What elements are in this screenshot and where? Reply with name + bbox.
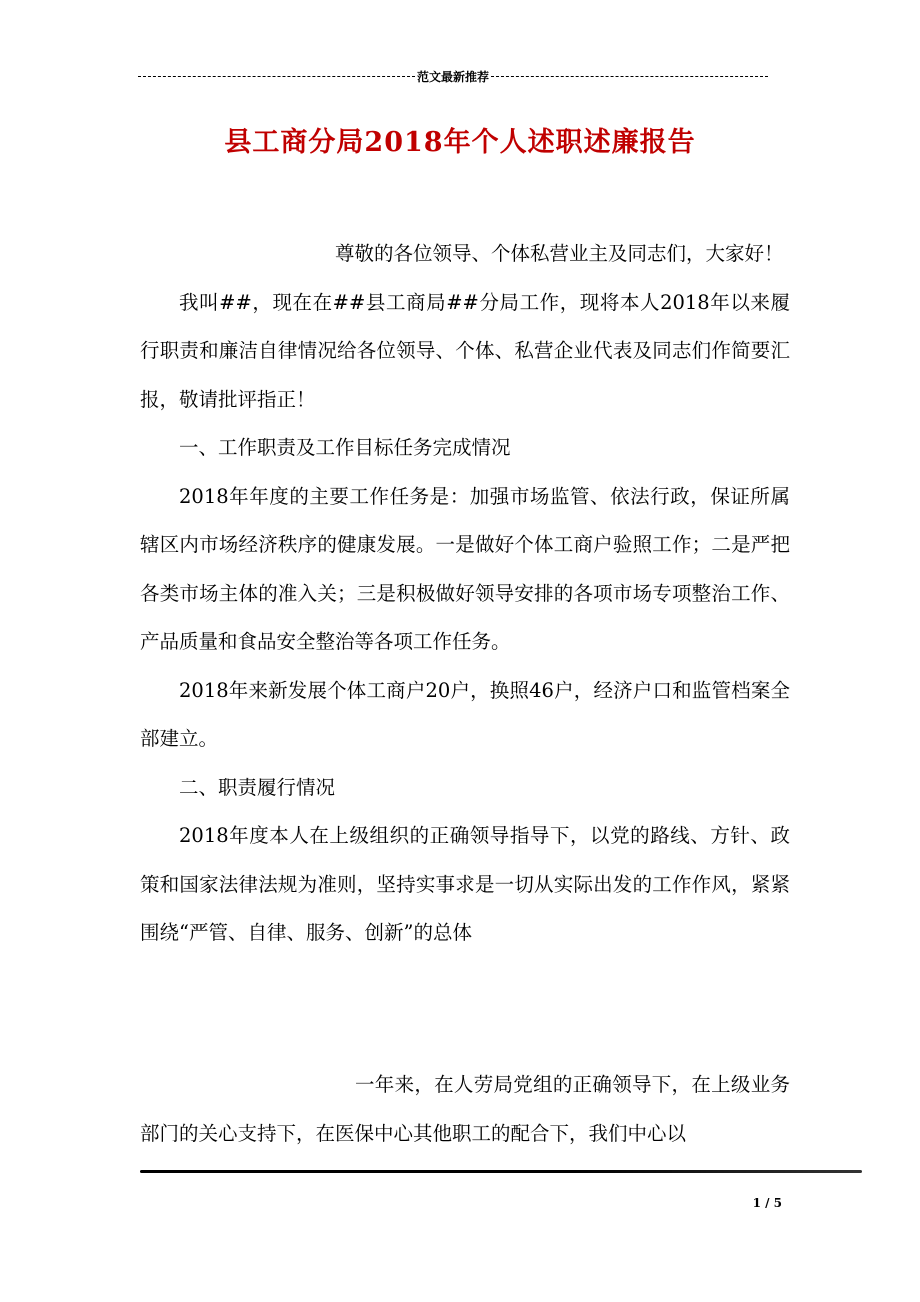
intro-paragraph: 我叫##，现在在##县工商局##分局工作，现将本人2018年以来履行职责和廉洁自律情况给各位领导、个体、私营企业代表及同志们作简要汇报，敬请批评指正！ — [140, 290, 790, 411]
footer-rule — [140, 1170, 862, 1173]
header-label: 范文最新推荐 — [417, 70, 490, 84]
section-heading-2: 二、职责履行情况 — [179, 775, 336, 799]
document-body — [140, 230, 790, 958]
header-dash-right — [491, 76, 768, 77]
duties-paragraph: 2018年度本人在上级组织的正确领导指导下，以党的路线、方针、政策和国家法律法规为准则，坚持实事求是一切从实际出发的工作作风，紧紧围绕“严管、自律、服务、创新”的总体 — [140, 824, 790, 944]
document-title: 县工商分局2018年个人述职述廉报告 — [224, 127, 696, 158]
page-number: 1 / 5 — [752, 1196, 782, 1210]
statistics-paragraph: 2018年来新发展个体工商户20户，换照46户，经济户口和监管档案全部建立。 — [140, 678, 790, 750]
continuation-paragraph: 一年来，在人劳局党组的正确领导下，在上级业务部门的关心支持下，在医保中心其他职工的配合下，我们中心以 — [140, 1073, 790, 1145]
header-dash-left — [138, 76, 415, 77]
section-heading-1: 一、工作职责及工作目标任务完成情况 — [179, 436, 511, 459]
page-header — [138, 68, 768, 85]
continuation-block — [140, 1061, 790, 1158]
salutation-paragraph: 尊敬的各位领导、个体私营业主及同志们，大家好！ — [335, 242, 784, 265]
tasks-paragraph: 2018年年度的主要工作任务是：加强市场监管、依法行政，保证所属辖区内市场经济秩序的健康发展。一是做好个体工商户验照工作；二是严把各类市场主体的准入关；三是积极做好领导安排的各项市场专项整治工作、产品质量和食品安全整治等各项工作任务。 — [140, 484, 790, 653]
